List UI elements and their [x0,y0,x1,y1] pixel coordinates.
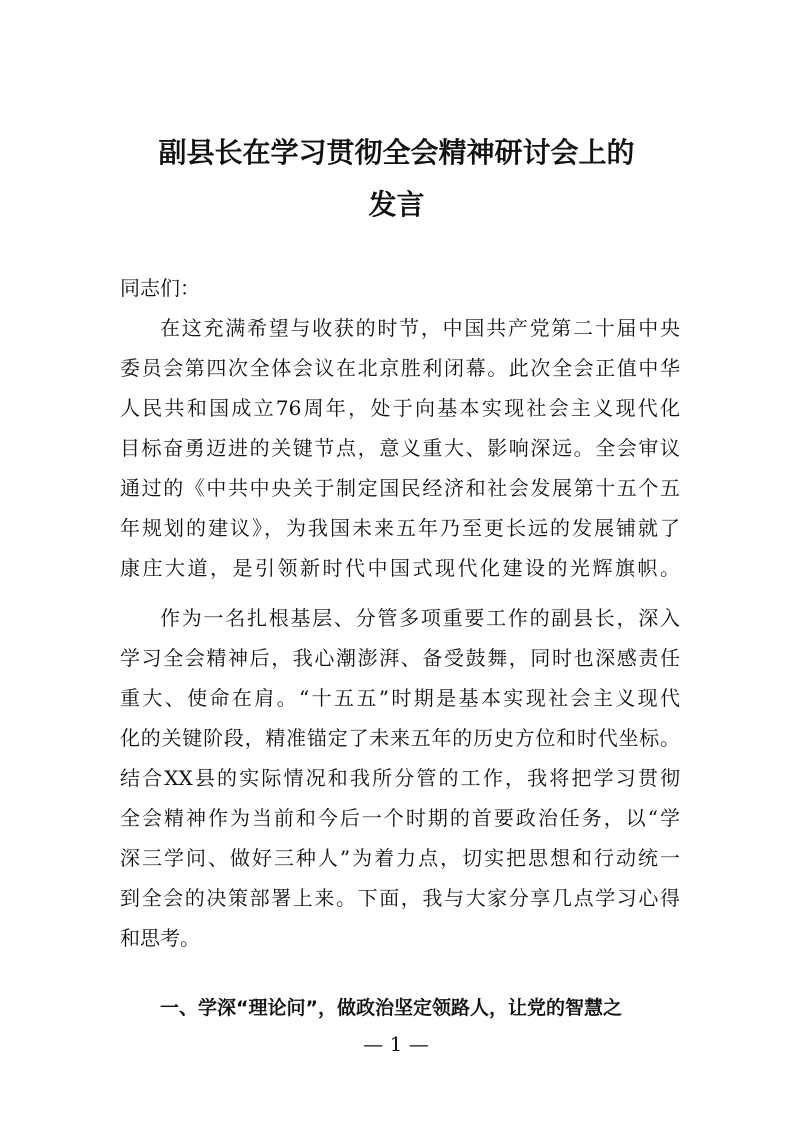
paragraph-1-line-2: 委员会第四次全体会议在北京胜利闭幕。此次全会正值中华 [120,356,680,380]
paragraph-2-line-3: 重大、使命在肩。“十五五”时期是基本实现社会主义现代 [120,686,680,710]
paragraph-2-line-9: 和思考。 [120,926,200,950]
paragraph-2-line-8: 到全会的决策部署上来。下面，我与大家分享几点学习心得 [120,886,680,910]
paragraph-1-line-1: 在这充满希望与收获的时节，中国共产党第二十届中央 [160,316,680,340]
document-title-line-1: 副县长在学习贯彻全会精神研讨会上的 [158,136,635,169]
paragraph-1-line-3: 人民共和国成立76周年，处于向基本实现社会主义现代化 [120,396,680,420]
paragraph-2-line-7: 深三学问、做好三种人”为着力点，切实把思想和行动统一 [120,846,680,870]
salutation: 同志们： [120,276,200,300]
paragraph-1-line-7: 康庄大道，是引领新时代中国式现代化建设的光辉旗帜。 [120,556,680,580]
paragraph-1-line-5: 通过的《中共中央关于制定国民经济和社会发展第十五个五 [120,476,680,500]
paragraph-2-line-5: 结合XX县的实际情况和我所分管的工作，我将把学习贯彻 [120,766,680,790]
section-heading-1: 一、学深“理论问”，做政治坚定领路人，让党的智慧之 [160,997,622,1019]
page-number: — 1 — [363,1032,429,1056]
document-title-line-2: 发言 [368,188,425,221]
paragraph-2-line-6: 全会精神作为当前和今后一个时期的首要政治任务，以“学 [120,806,680,830]
paragraph-2-line-4: 化的关键阶段，精准锚定了未来五年的历史方位和时代坐标。 [120,726,680,750]
paragraph-2-line-2: 学习全会精神后，我心潮澎湃、备受鼓舞，同时也深感责任 [120,646,680,670]
paragraph-2-line-1: 作为一名扎根基层、分管多项重要工作的副县长，深入 [160,606,680,630]
paragraph-1-line-4: 目标奋勇迈进的关键节点，意义重大、影响深远。全会审议 [120,436,680,460]
paragraph-1-line-6: 年规划的建议》，为我国未来五年乃至更长远的发展铺就了 [120,516,680,540]
